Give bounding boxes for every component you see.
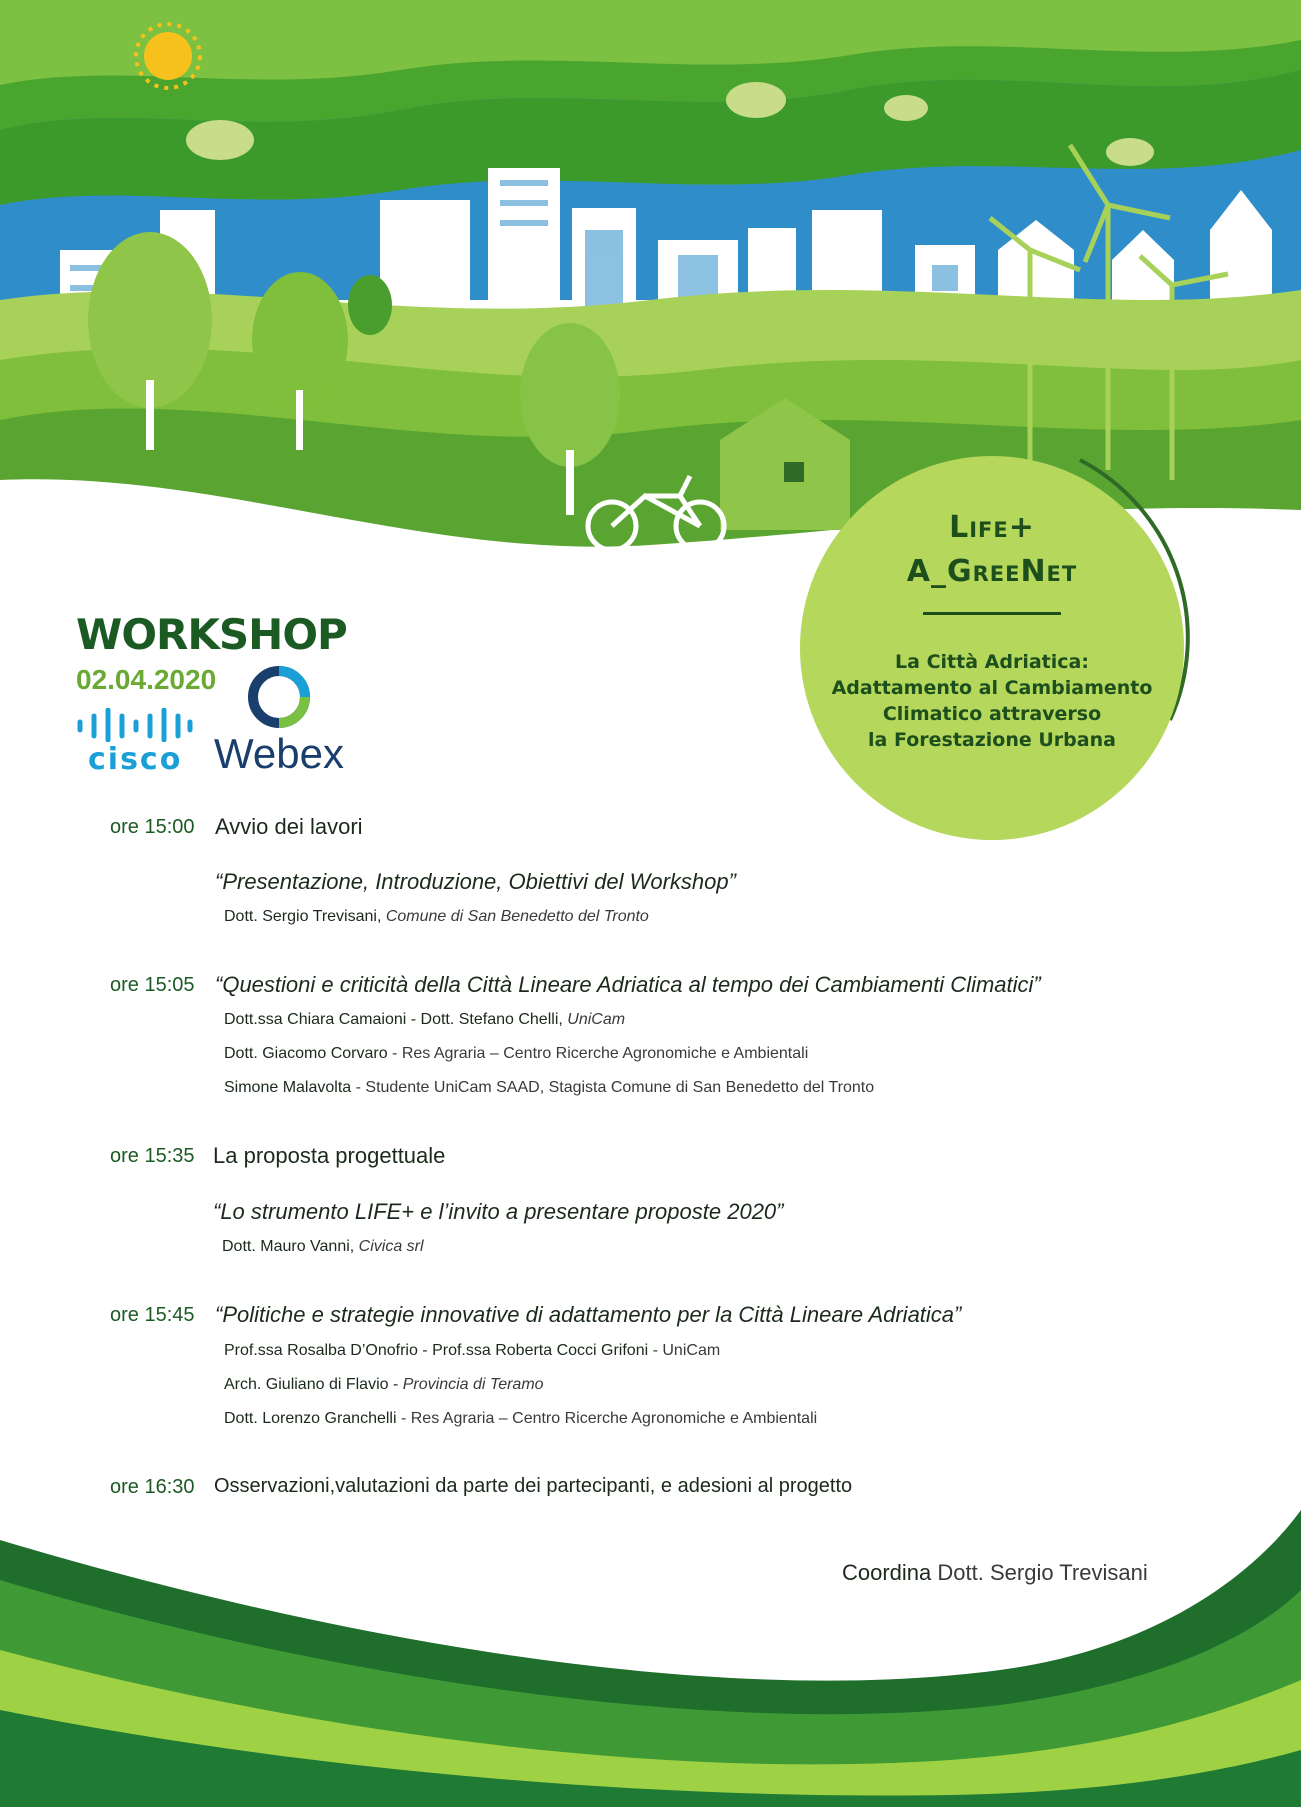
agenda-title: Osservazioni,valutazioni da parte dei partecipanti, e adesioni al progetto bbox=[214, 1475, 853, 1497]
speaker-affiliation: Provincia di Teramo bbox=[402, 1376, 544, 1393]
speaker-affiliation: Res Agraria – Centro Ricerche Agronomiche e Ambientali bbox=[410, 1410, 818, 1427]
agenda-time: ore 15:45 bbox=[110, 1304, 195, 1326]
agenda-speaker bbox=[224, 1410, 817, 1428]
speaker-sep: , bbox=[376, 908, 386, 925]
coordinator bbox=[842, 1560, 1148, 1586]
speaker-name: Dott. Mauro Vanni bbox=[222, 1238, 350, 1255]
workshop-title: WORKSHOP bbox=[76, 610, 347, 659]
speaker-name: Dott. Lorenzo Granchelli bbox=[224, 1410, 397, 1427]
speaker-sep: - bbox=[648, 1342, 663, 1359]
agenda-speaker bbox=[224, 908, 649, 926]
speaker-sep: - bbox=[351, 1079, 366, 1096]
speaker-sep: , bbox=[558, 1011, 568, 1028]
project-title bbox=[800, 506, 1184, 594]
agenda-title: Avvio dei lavori bbox=[215, 814, 363, 839]
agenda-speaker bbox=[224, 1011, 625, 1029]
agenda-talk: “Presentazione, Introduzione, Obiettivi del Workshop” bbox=[215, 869, 736, 894]
project-title-line2: A_GreeNet bbox=[906, 554, 1078, 589]
speaker-affiliation: UniCam bbox=[567, 1011, 626, 1028]
speaker-name: Arch. Giuliano di Flavio bbox=[224, 1376, 389, 1393]
cisco-bars-icon bbox=[76, 708, 194, 742]
project-title-line1: Life+ bbox=[949, 510, 1035, 545]
speaker-sep: - bbox=[387, 1045, 402, 1062]
project-badge-circle bbox=[800, 456, 1184, 840]
speaker-sep: - bbox=[388, 1376, 403, 1393]
agenda-time: ore 15:00 bbox=[110, 816, 195, 838]
agenda-speaker bbox=[222, 1238, 424, 1256]
speaker-sep: - bbox=[396, 1410, 411, 1427]
speaker-name: Prof.ssa Rosalba D’Onofrio - Prof.ssa Roberta Cocci Grifoni bbox=[224, 1342, 649, 1359]
coordinator-label: Coordina bbox=[842, 1560, 932, 1585]
agenda-speaker bbox=[224, 1376, 544, 1394]
speaker-name: Dott.ssa Chiara Camaioni - Dott. Stefano Chelli bbox=[224, 1011, 559, 1028]
agenda-title: La proposta progettuale bbox=[213, 1143, 446, 1168]
speaker-affiliation: Civica srl bbox=[358, 1238, 424, 1255]
agenda-speaker bbox=[224, 1079, 874, 1097]
footer-wave-illustration bbox=[0, 1480, 1301, 1807]
agenda-speaker bbox=[224, 1045, 808, 1063]
speaker-name: Dott. Sergio Trevisani bbox=[224, 908, 377, 925]
workshop-header bbox=[76, 610, 347, 777]
footer-waves bbox=[0, 1480, 1301, 1807]
speaker-affiliation: UniCam bbox=[662, 1342, 721, 1359]
project-subtitle bbox=[800, 649, 1184, 753]
webex-logo-text: Webex bbox=[214, 730, 344, 777]
speaker-sep: , bbox=[349, 1238, 359, 1255]
cisco-logo-text: cisco bbox=[88, 742, 183, 777]
agenda-talk: “Lo strumento LIFE+ e l’invito a presentare proposte 2020” bbox=[213, 1199, 784, 1224]
agenda-time: ore 15:35 bbox=[110, 1145, 195, 1167]
speaker-name: Simone Malavolta bbox=[224, 1079, 352, 1096]
agenda-talk: “Questioni e criticità della Città Lineare Adriatica al tempo dei Cambiamenti Climatici” bbox=[215, 972, 1041, 997]
agenda-time: ore 16:30 bbox=[110, 1476, 195, 1498]
coordinator-name: Dott. Sergio Trevisani bbox=[937, 1560, 1148, 1585]
title-divider bbox=[923, 612, 1061, 615]
speaker-affiliation: Studente UniCam SAAD, Stagista Comune di San Benedetto del Tronto bbox=[365, 1079, 875, 1096]
agenda-time: ore 15:05 bbox=[110, 974, 195, 996]
subtitle-line: Climatico attraverso bbox=[882, 703, 1102, 725]
workshop-date: 02.04.2020 bbox=[76, 664, 217, 695]
agenda-speaker bbox=[224, 1342, 720, 1360]
webex-logo-icon bbox=[246, 664, 312, 730]
subtitle-line: Adattamento al Cambiamento bbox=[831, 677, 1153, 699]
subtitle-line: La Città Adriatica: bbox=[895, 651, 1089, 673]
speaker-name: Dott. Giacomo Corvaro bbox=[224, 1045, 388, 1062]
agenda-talk: “Politiche e strategie innovative di adattamento per la Città Lineare Adriatica” bbox=[215, 1302, 962, 1327]
subtitle-line: la Forestazione Urbana bbox=[868, 729, 1116, 751]
speaker-affiliation: Comune di San Benedetto del Tronto bbox=[385, 908, 649, 925]
speaker-affiliation: Res Agraria – Centro Ricerche Agronomiche e Ambientali bbox=[401, 1045, 809, 1062]
